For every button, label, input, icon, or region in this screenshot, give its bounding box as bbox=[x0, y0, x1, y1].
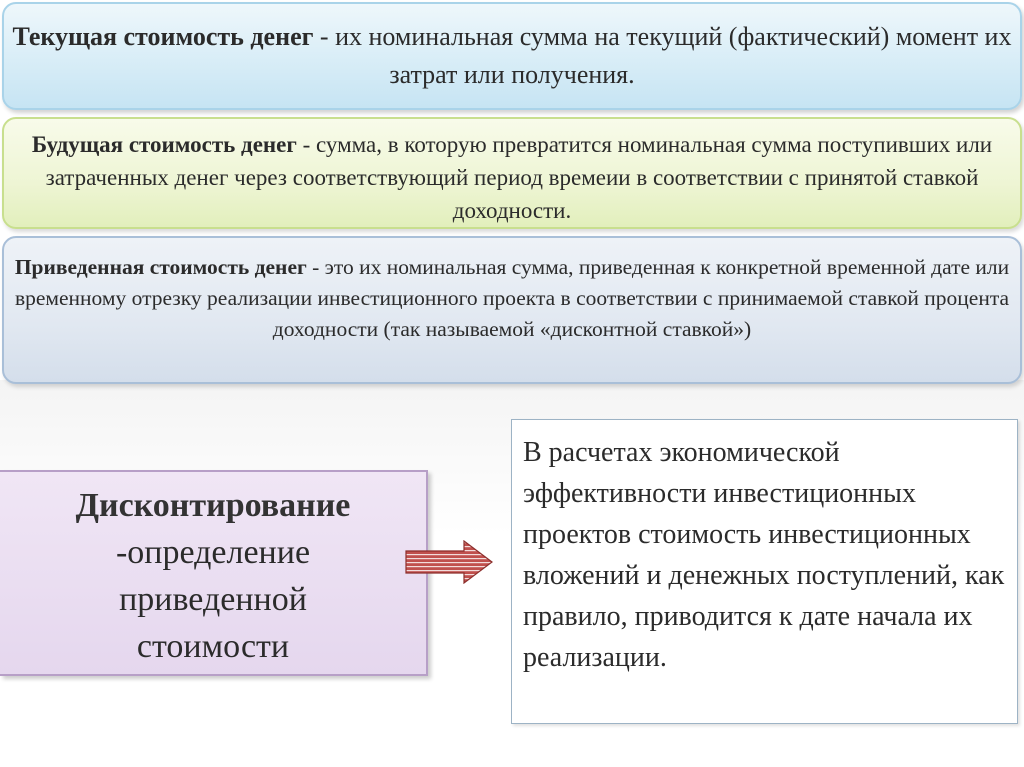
term-current-value: Текущая стоимость денег bbox=[12, 22, 314, 51]
discounting-box bbox=[0, 470, 428, 676]
discounting-line-2: приведенной bbox=[119, 581, 307, 618]
discounting-title: Дисконтирование bbox=[75, 487, 351, 524]
definition-block-present-value bbox=[2, 236, 1022, 384]
definition-present-value: - это их номинальная сумма, приведенная к конкретной временной дате или временному отрезку реализации инвестиционного проекта в соответствии с принимаемой ставкой процента доходности (так называемой «дисконтной ставкой») bbox=[14, 255, 1010, 341]
definition-block-future-value bbox=[2, 117, 1022, 229]
discounting-line-3: стоимости bbox=[136, 628, 290, 665]
definition-future-value: - сумма, в которую превратится номинальная сумма поступивших или затраченных денег через соответствующий период времеии в соответствии с принятой ставкой доходности. bbox=[45, 132, 993, 223]
note-box bbox=[511, 419, 1018, 724]
definition-block-current-value bbox=[2, 2, 1022, 110]
term-present-value: Приведенная стоимость денег bbox=[14, 255, 307, 279]
definition-current-value: - их номинальная сумма на текущий (фактический) момент их затрат или получения. bbox=[313, 22, 1012, 89]
right-arrow-icon bbox=[404, 540, 494, 584]
term-future-value: Будущая стоимость денег bbox=[31, 132, 297, 157]
discounting-line-1: -определение bbox=[115, 534, 311, 571]
note-text: В расчетах экономической эффективности инвестиционных проектов стоимость инвестиционных вложений и денежных поступлений, как правило, приводится к дате начала их реализации. bbox=[523, 437, 1005, 673]
